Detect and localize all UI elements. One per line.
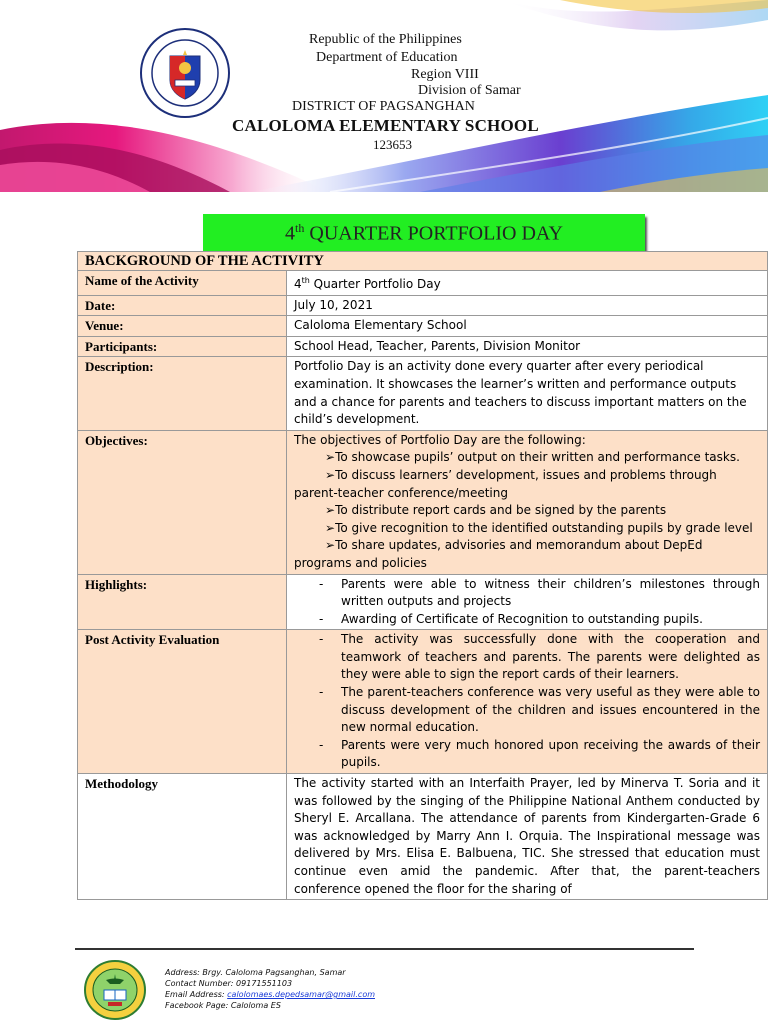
value-evaluation (287, 630, 768, 774)
label-participants: Participants: (78, 336, 287, 357)
school-logo-icon (84, 960, 146, 1020)
table-row-name (78, 271, 768, 296)
evaluation-list (294, 631, 760, 772)
objective-item: ➢To share updates, advisories and memorandum about DepEd programs and policies (294, 538, 703, 570)
highlights-list (294, 576, 760, 629)
header-region: Region VIII (411, 67, 479, 82)
label-date: Date: (78, 295, 287, 316)
objectives-list (294, 449, 760, 572)
arrow-bullet-icon: ➢ (325, 538, 336, 553)
title-banner (203, 214, 645, 254)
label-evaluation: Post Activity Evaluation (78, 630, 287, 774)
objective-item: ➢To give recognition to the identified outstanding pupils by grade level (325, 520, 753, 535)
value-name: 4th Quarter Portfolio Day (287, 271, 768, 296)
footer-address: Address: Brgy. Caloloma Pagsanghan, Samar (165, 968, 346, 977)
table-row-section (78, 252, 768, 271)
label-objectives: Objectives: (78, 430, 287, 574)
value-description: Portfolio Day is an activity done every quarter after every periodical examination. It showcases the learner’s written and performance outputs and a chance for parents and teachers to discuss important matters on the child’s development. (287, 357, 768, 430)
table-row-evaluation (78, 630, 768, 774)
table-row-methodology (78, 774, 768, 900)
list-item: - Parents were very much honored upon receiving the awards of their pupils. (319, 737, 760, 770)
objectives-intro: The objectives of Portfolio Day are the following: (294, 432, 586, 447)
list-item: - The parent-teachers conference was very useful as they were able to discuss development of the children and issues encountered in the new normal education. (319, 685, 760, 735)
table-row-highlights (78, 574, 768, 630)
objective-item: ➢To showcase pupils’ output on their written and performance tasks. (325, 450, 740, 465)
list-item: - Parents were able to witness their children’s milestones through written outputs and projects (319, 576, 760, 609)
value-highlights (287, 574, 768, 630)
letterhead (0, 0, 768, 192)
value-venue: Caloloma Elementary School (287, 316, 768, 337)
label-venue: Venue: (78, 316, 287, 337)
label-highlights: Highlights: (78, 574, 287, 630)
dash-bullet-icon: - (319, 576, 324, 591)
label-methodology: Methodology (78, 774, 287, 900)
table-row-objectives (78, 430, 768, 574)
footer-contact-info (165, 967, 375, 1011)
dash-bullet-icon: - (319, 611, 324, 626)
value-date: July 10, 2021 (287, 295, 768, 316)
value-methodology: The activity started with an Interfaith Prayer, led by Minerva T. Soria and it was followed by the singing of the Philippine National Anthem conducted by Sheryl E. Arcallana. The attendance of parents from Kindergarten-Grade 6 was acknowledged by Marry Ann I. Orquia. The Inspirational message was delivered by Mrs. Elisa E. Balbuena, TIC. She stressed that education must continue even amid the pandemic. After that, the parent-teachers conference opened the floor for the sharing of (287, 774, 768, 900)
header-division: Division of Samar (418, 83, 521, 98)
footer-contact: Contact Number: 09171551103 (165, 979, 293, 988)
list-item: - Awarding of Certificate of Recognition to outstanding pupils. (294, 611, 760, 629)
header-district: DISTRICT OF PAGSANGHAN (292, 99, 475, 114)
table-row-participants (78, 336, 768, 357)
email-link[interactable]: calolomaes.depedsamar@gmail.com (227, 990, 375, 999)
header-republic: Republic of the Philippines (309, 32, 462, 47)
table-row-description (78, 357, 768, 430)
document-title: 4th QUARTER PORTFOLIO DAY (285, 221, 563, 245)
label-description: Description: (78, 357, 287, 430)
list-item: - The activity was successfully done with the cooperation and teamwork of teachers and parents. The parents were delighted as they were able to sign the report cards of their learners. (319, 632, 760, 682)
value-objectives (287, 430, 768, 574)
arrow-bullet-icon: ➢ (325, 503, 336, 518)
value-participants: School Head, Teacher, Parents, Division Monitor (287, 336, 768, 357)
dash-bullet-icon: - (319, 737, 324, 752)
activity-table (77, 251, 768, 900)
footer-divider (75, 948, 694, 950)
arrow-bullet-icon: ➢ (325, 467, 336, 482)
decorative-wave-background (0, 0, 768, 192)
arrow-bullet-icon: ➢ (325, 520, 336, 535)
deped-seal-icon (140, 28, 230, 118)
footer-facebook: Facebook Page: Caloloma ES (165, 1001, 281, 1010)
footer-email-line: Email Address: calolomaes.depedsamar@gmail.com (165, 990, 375, 999)
table-row-venue (78, 316, 768, 337)
header-department: Department of Education (316, 50, 458, 65)
header-school-name: CALOLOMA ELEMENTARY SCHOOL (232, 116, 539, 135)
header-school-id: 123653 (373, 137, 412, 152)
arrow-bullet-icon: ➢ (325, 450, 336, 465)
dash-bullet-icon: - (319, 685, 324, 700)
dash-bullet-icon: - (319, 632, 324, 647)
section-title: BACKGROUND OF THE ACTIVITY (78, 252, 768, 271)
label-name: Name of the Activity (78, 271, 287, 296)
table-row-date (78, 295, 768, 316)
objective-item: ➢To distribute report cards and be signed by the parents (325, 503, 667, 518)
objective-item: ➢To discuss learners’ development, issues and problems through parent-teacher conference/meeting (294, 467, 717, 500)
